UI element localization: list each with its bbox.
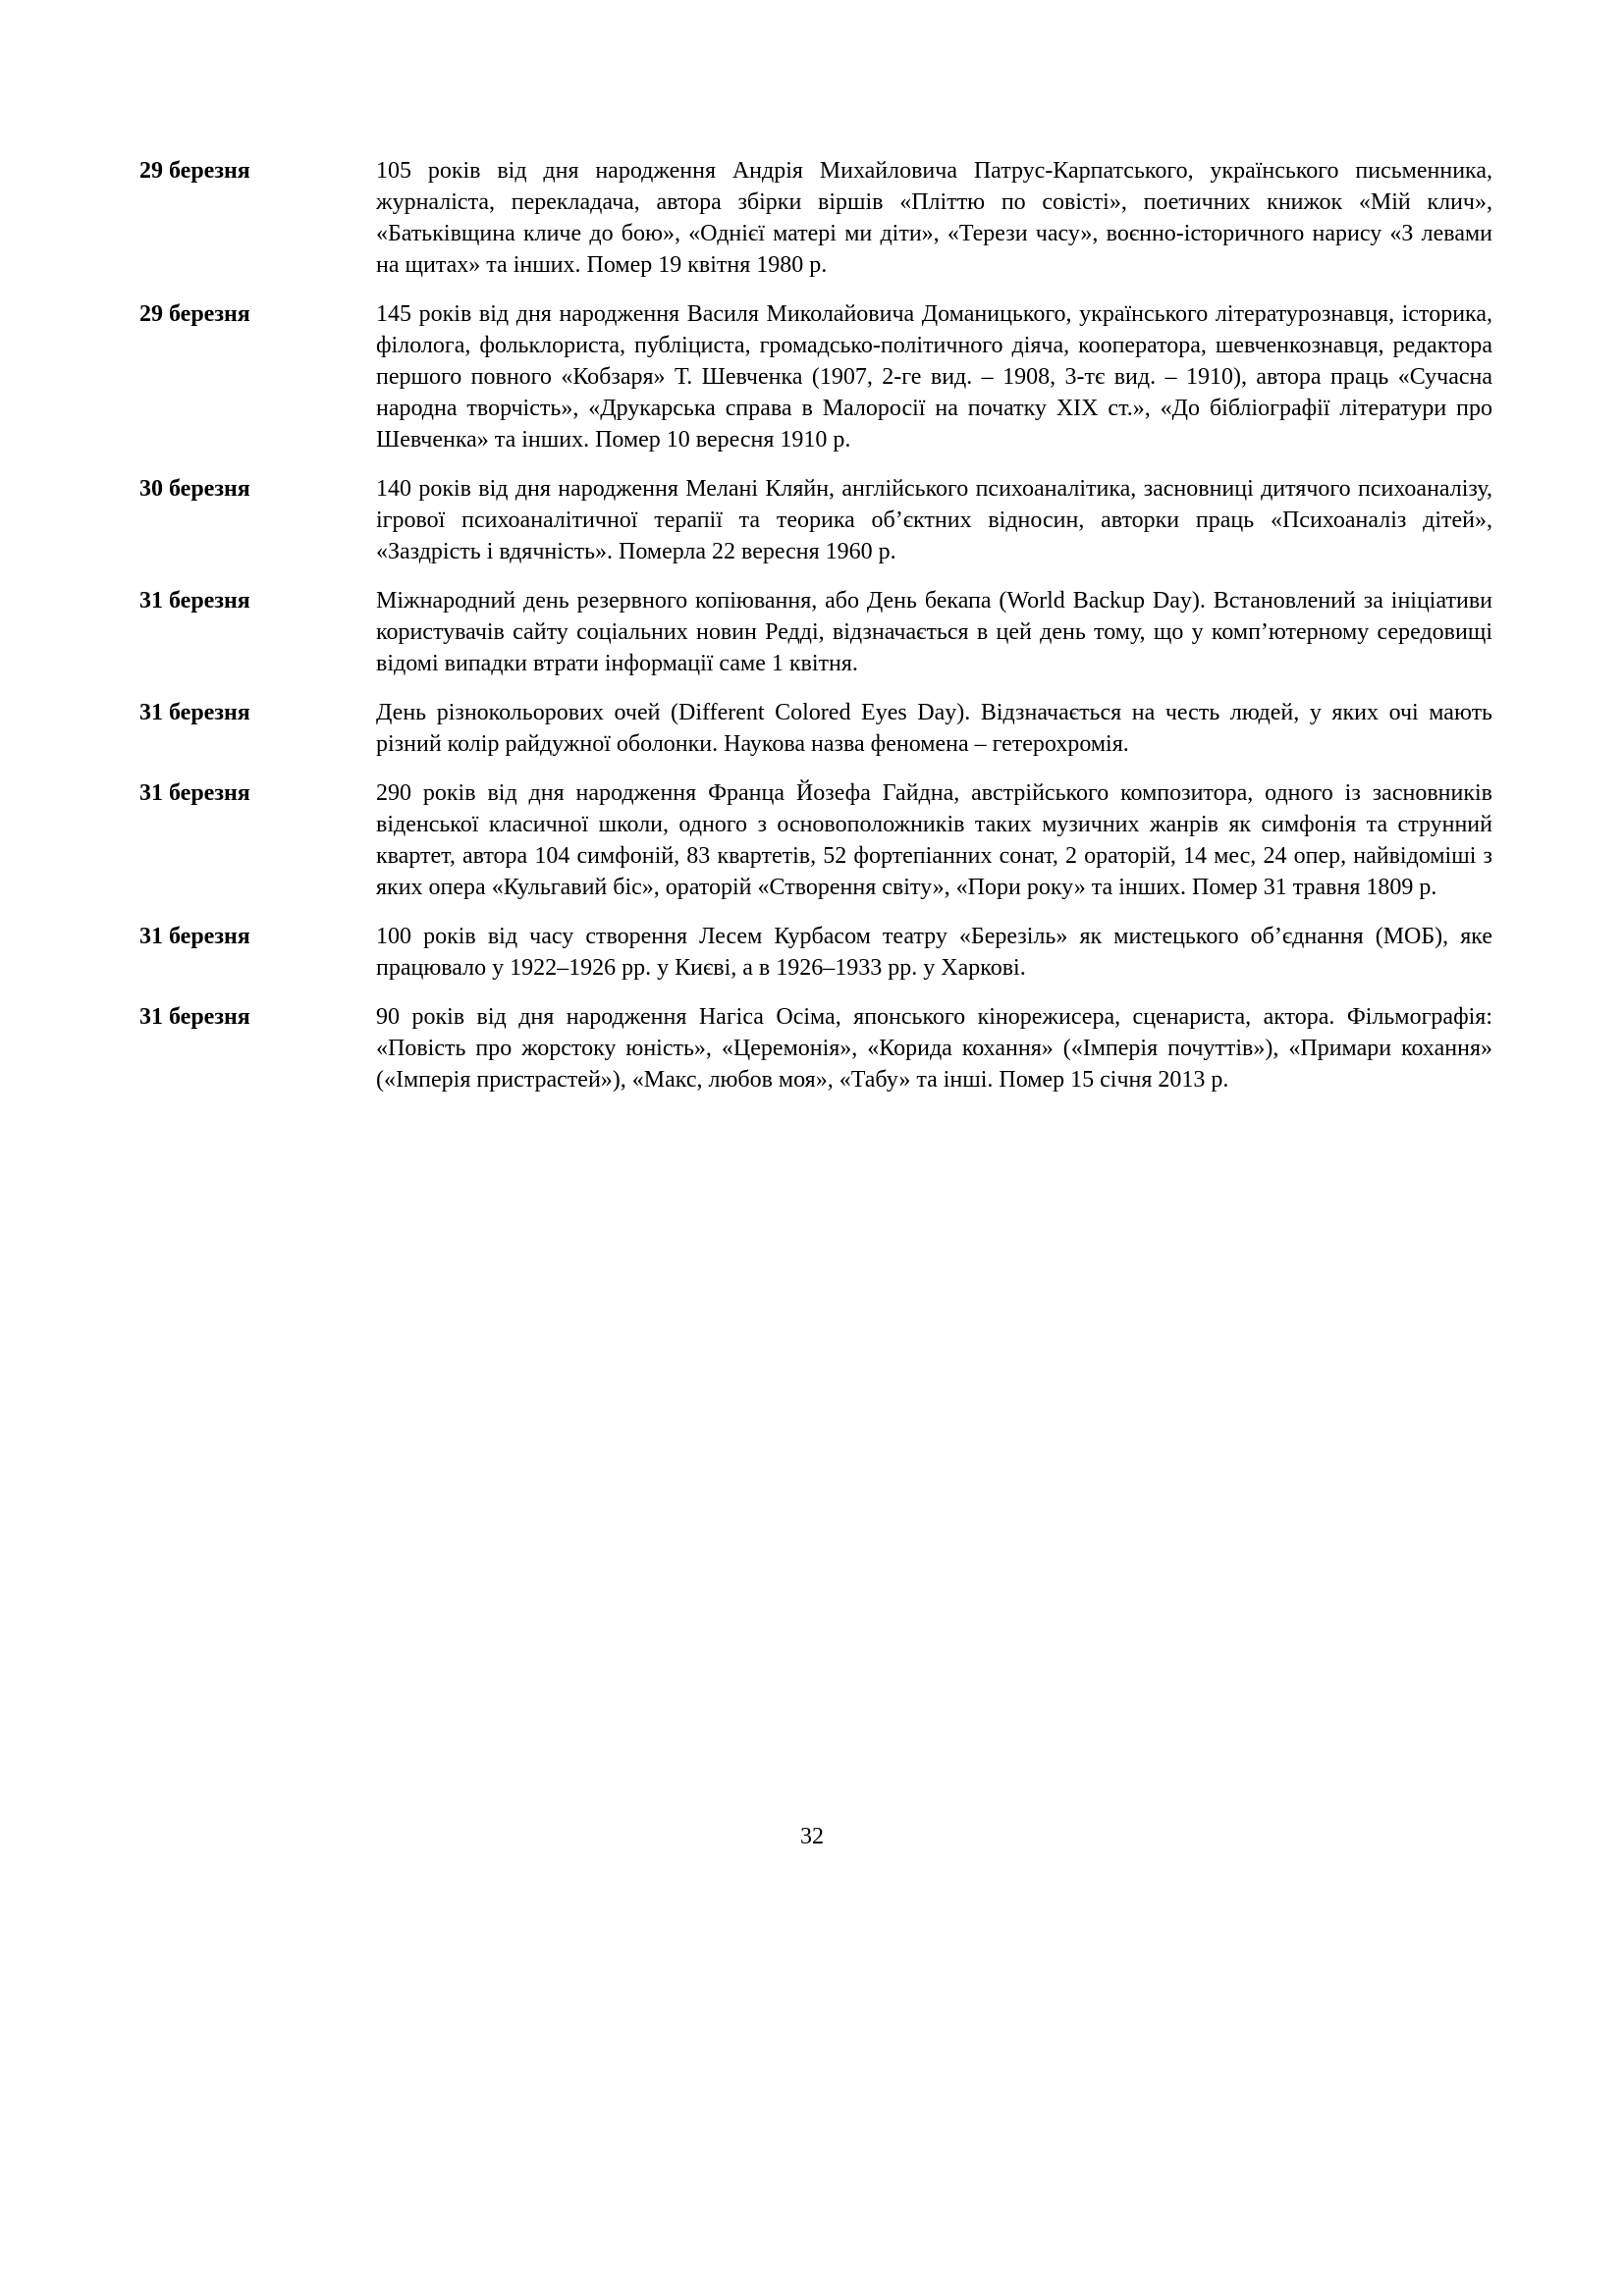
entry-text: 105 років від дня народження Андрія Михайловича Патрус-Карпатського, українського письменника, журналіста, перекладача, автора збірки віршів «Пліттю по совісті», поетичних книжок «Мій клич», «Батьківщина кличе до бою», «Однієї матері ми діти», «Терези часу», воєнно-історичного нарису «З левами на щитах» та інших. Помер 19 квітня 1980 р. (376, 158, 1492, 278)
entry-text: Міжнародний день резервного копіювання, або День бекапа (World Backup Day). Встановлений за ініціативи користувачів сайту соціальних новин Редді, відзначається в цей день тому, що у комп’ютерному середовищі відомі випадки втрати інформації саме 1 квітня. (376, 588, 1492, 676)
calendar-entry (139, 777, 1492, 903)
entry-date: 29 березня (139, 301, 250, 327)
entry-text: 290 років від дня народження Франца Йозефа Гайдна, австрійського композитора, одного із засновників віденської класичної школи, одного з основоположників таких музичних жанрів як симфонія та струнний квартет, автора 104 симфоній, 83 квартетів, 52 фортепіанних сонат, 2 ораторій, 14 мес, 24 опер, найвідоміші з яких опера «Кульгавий біс», ораторій «Створення світу», «Пори року» та інших. Помер 31 травня 1809 р. (376, 780, 1492, 900)
calendar-entry (139, 155, 1492, 281)
calendar-entry (139, 921, 1492, 984)
entry-text: 90 років від дня народження Нагіса Осіма, японського кінорежисера, сценариста, актора. Фільмографія: «Повість про жорстоку юність», «Церемонія», «Корида кохання» («Імперія почуттів»), «Примари кохання» («Імперія пристрастей»), «Макс, любов моя», «Табу» та інші. Помер 15 січня 2013 р. (376, 1004, 1492, 1093)
calendar-entry (139, 473, 1492, 567)
calendar-entry (139, 585, 1492, 679)
calendar-entries (139, 155, 1492, 1113)
entry-date: 31 березня (139, 700, 250, 725)
calendar-entry (139, 1001, 1492, 1095)
entry-date: 31 березня (139, 924, 250, 949)
calendar-entry (139, 697, 1492, 760)
entry-text: День різнокольорових очей (Different Colored Eyes Day). Відзначається на честь людей, у яких очі мають різний колір райдужної оболонки. Наукова назва феномена – гетерохромія. (376, 700, 1492, 757)
entry-date: 29 березня (139, 158, 250, 184)
entry-date: 31 березня (139, 1004, 250, 1030)
entry-text: 140 років від дня народження Мелані Кляйн, англійського психоаналітика, засновниці дитячого психоаналізу, ігрової психоаналітичної терапії та теорика об’єктних відносин, авторки праць «Психоаналіз дітей», «Заздрість і вдячність». Померла 22 вересня 1960 р. (376, 476, 1492, 564)
entry-date: 30 березня (139, 476, 250, 502)
entry-date: 31 березня (139, 780, 250, 806)
page-number: 32 (800, 1824, 824, 1849)
entry-text: 100 років від часу створення Лесем Курбасом театру «Березіль» як мистецького об’єднання (МОБ), яке працювало у 1922–1926 рр. у Києві, а в 1926–1933 рр. у Харкові. (376, 924, 1492, 981)
entry-date: 31 березня (139, 588, 250, 614)
entry-text: 145 років від дня народження Василя Миколайовича Доманицького, українського літературознавця, історика, філолога, фольклориста, публіциста, громадсько-політичного діяча, кооператора, шевченкознавця, редактора першого повного «Кобзаря» Т. Шевченка (1907, 2-ге вид. – 1908, 3-тє вид. – 1910), автора праць «Сучасна народна творчість», «Друкарська справа в Малоросії на початку XIX ст.», «До бібліографії літератури про Шевченка» та інших. Помер 10 вересня 1910 р. (376, 301, 1492, 453)
calendar-entry (139, 298, 1492, 455)
